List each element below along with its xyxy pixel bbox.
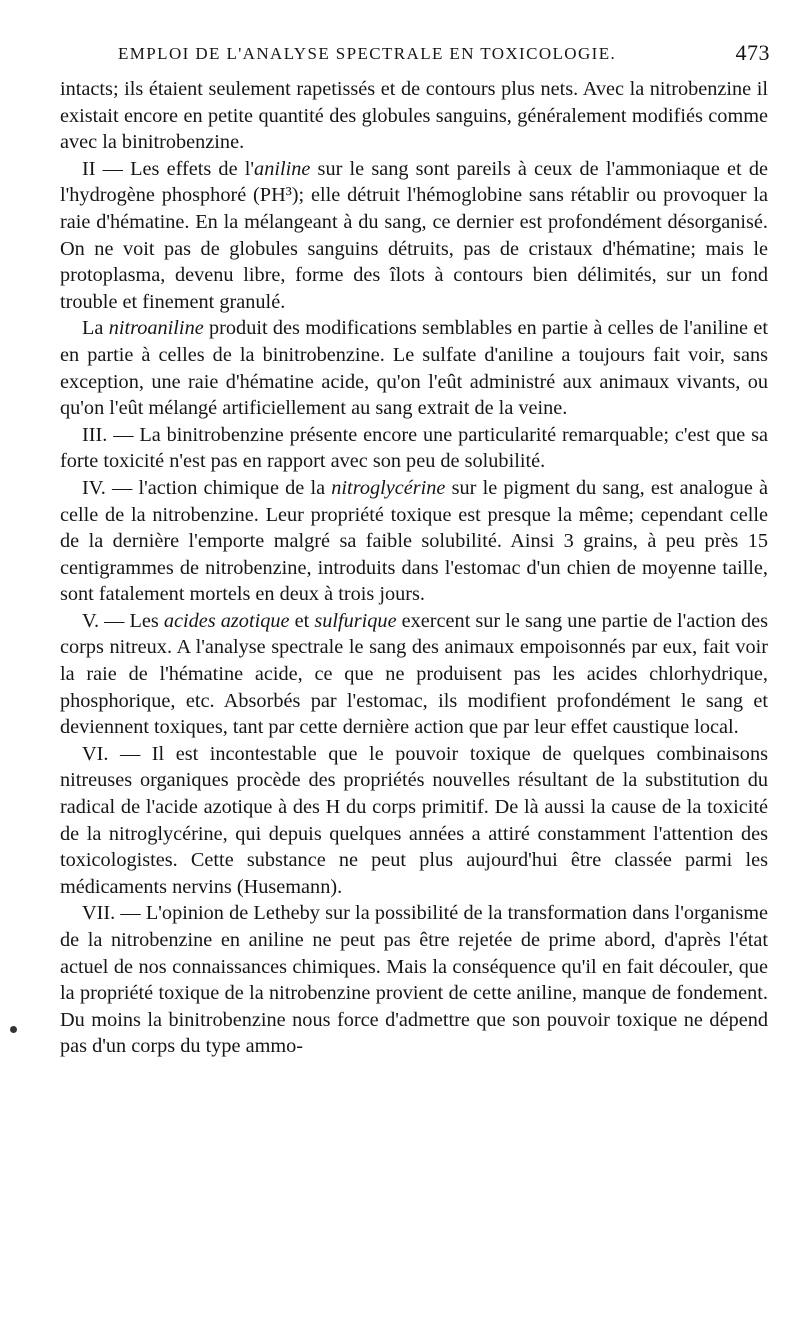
margin-mark <box>10 1026 17 1033</box>
italic-term: aniline <box>254 157 311 180</box>
text-run: VI. — Il est incontestable que le pouvoir toxique de quelques combinaisons nitreuses organiques procède des propriétés nouvelles résultant de la substitution du radical de l'acide azotique à des H du corps primitif. De là aussi la cause de la toxicité de la nitroglycérine, qui depuis quelques années a attiré constamment l'attention des toxicologistes. Cette substance ne peut plus aujourd'hui être classée parmi les médicaments nervins (Husemann). <box>60 742 768 898</box>
running-header <box>118 40 770 66</box>
paragraph <box>60 741 768 901</box>
text-run: V. — Les <box>82 609 164 632</box>
paragraph <box>60 76 768 156</box>
text-run: VII. — L'opinion de Letheby sur la possibilité de la transformation dans l'organisme de la nitrobenzine en aniline ne peut pas être rejetée de prime abord, d'après l'état actuel de nos connaissances chimiques. Mais la conséquence qu'il en fait découler, que la propriété toxique de la nitrobenzine provient de cette aniline, manque de fondement. Du moins la binitrobenzine nous force d'admettre que son pouvoir toxique ne dépend pas d'un corps du type ammo- <box>60 902 768 1058</box>
italic-term: nitroglycérine <box>331 476 446 499</box>
text-run: IV. — l'action chimique de la <box>82 476 332 499</box>
paragraph <box>60 900 768 1060</box>
paragraph <box>60 422 768 475</box>
running-title: EMPLOI DE L'ANALYSE SPECTRALE EN TOXICOLOGIE. <box>118 44 617 63</box>
paragraph <box>60 608 768 741</box>
text-run: intacts; ils étaient seulement rapetissés et de contours plus nets. Avec la nitrobenzine il existait encore en petite quantité des globules sanguins, généralement modifiés comme avec la binitrobenzine. <box>60 78 768 154</box>
text-run: III. — La binitrobenzine présente encore une particularité remarquable; c'est que sa forte toxicité n'est pas en rapport avec son peu de solubilité. <box>60 423 768 473</box>
paragraph <box>60 315 768 421</box>
paragraph <box>60 475 768 608</box>
page-number: 473 <box>735 40 770 65</box>
italic-term: sulfurique <box>314 609 397 632</box>
body-text <box>60 76 768 1060</box>
italic-term: nitroaniline <box>108 317 204 340</box>
text-run: exercent sur le sang une partie de l'action des corps nitreux. A l'analyse spectrale le sang des animaux empoisonnés par eux, fait voir la raie de l'hématine acide, ce que ne produisent pas les acides chlorhydrique, phosphorique, etc. Absorbés par l'estomac, ils modifient profondément le sang et deviennent toxiques, tant par cette dernière action que par leur effet caustique local. <box>60 609 768 739</box>
text-run: produit des modifications semblables en partie à celles de l'aniline et en partie à celles de la binitrobenzine. Le sulfate d'aniline a toujours fait voir, sans exception, une raie d'hématine acide, qu'on l'eût administré aux animaux vivants, ou qu'on l'eût mélangé artificiellement au sang extrait de la veine. <box>60 317 768 420</box>
text-run: sur le sang sont pareils à ceux de l'ammoniaque et de l'hydrogène phosphoré (PH³); elle détruit l'hémoglobine sans rétablir ou provoquer la raie d'hématine. En la mélangeant à du sang, ce dernier est profondément désorganisé. On ne voit pas de globules sanguins détruits, pas de cristaux d'hématine; mais le protoplasma, devenu libre, forme des îlots à contours bien délimités, sur un fond trouble et finement granulé. <box>60 157 768 313</box>
text-run: II — Les effets de l' <box>82 157 255 180</box>
text-run: sur le pigment du sang, est analogue à celle de la nitrobenzine. Leur propriété toxique est presque la même; cependant celle de la dernière l'emporte malgré sa faible solubilité. Ainsi 3 grains, à peu près 15 centigrammes de nitrobenzine, introduits dans l'estomac d'un chien de moyenne taille, sont fatalement mortels en deux à trois jours. <box>60 476 768 606</box>
paragraph <box>60 156 768 316</box>
text-run: La <box>82 317 109 340</box>
text-run: et <box>289 609 315 632</box>
italic-term: acides azotique <box>163 609 290 632</box>
